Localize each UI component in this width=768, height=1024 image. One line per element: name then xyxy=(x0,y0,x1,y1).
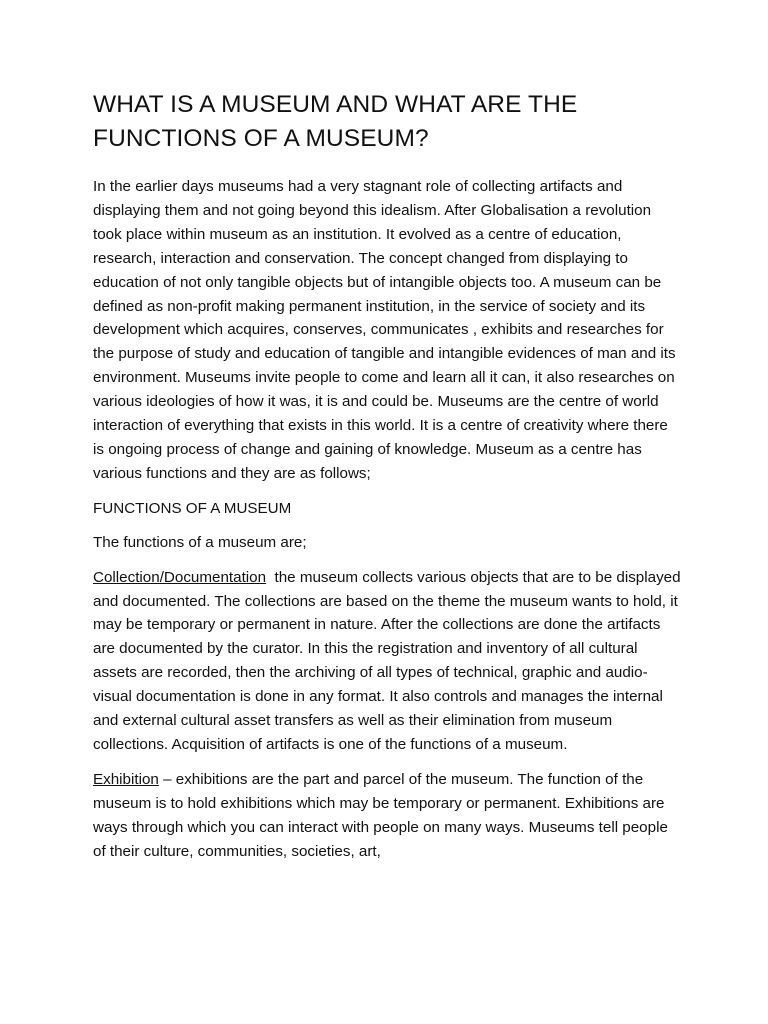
title-line-1: WHAT IS A MUSEUM AND WHAT ARE THE xyxy=(93,91,578,118)
title-line-2: FUNCTIONS OF A MUSEUM? xyxy=(93,125,429,152)
document-page xyxy=(93,88,683,874)
collection-paragraph xyxy=(93,566,683,757)
exhibition-term: Exhibition xyxy=(93,770,159,788)
exhibition-text: – exhibitions are the part and parcel of the museum. The function of the museum is to hold exhibitions which may be temporary or permanent. Exhibitions are ways through which you can interact with people on many ways. Museums tell people of their culture, communities, societies, art, xyxy=(93,770,668,860)
collection-term: Collection/Documentation xyxy=(93,568,267,586)
functions-intro: The functions of a museum are; xyxy=(93,533,307,551)
intro-paragraph: In the earlier days museums had a very stagnant role of collecting artifacts and displaying them and not going beyond this idealism. After Globalisation a revolution took place within museum as an institution. It evolved as a centre of education, research, interaction and conservation. The concept changed from displaying to education of not only tangible objects but of intangible objects too. A museum can be defined as non-profit making permanent institution, in the service of society and its development which acquires, conserves, communicates , exhibits and researches for the purpose of study and education of tangible and intangible evidences of man and its environment. Museums invite people to come and learn all it can, it also researches on various ideologies of how it was, it is and could be. Museums are the centre of world interaction of everything that exists in this world. It is a centre of creativity where there is ongoing process of change and gaining of knowledge. Museum as a centre has various functions and they are as follows; xyxy=(93,178,676,482)
page-title xyxy=(93,88,683,156)
section-heading: FUNCTIONS OF A MUSEUM xyxy=(93,499,292,517)
exhibition-paragraph xyxy=(93,768,683,864)
collection-text: the museum collects various objects that are to be displayed and documented. The collections are based on the theme the museum wants to hold, it may be temporary or permanent in nature. After the collections are done the artifacts are documented by the curator. In this the registration and inventory of all cultural assets are recorded, then the archiving of all types of technical, graphic and audio-visual documentation is done in any format. It also controls and manages the internal and external cultural asset transfers as well as their elimination from museum collections. Acquisition of artifacts is one of the functions of a museum. xyxy=(93,568,685,753)
